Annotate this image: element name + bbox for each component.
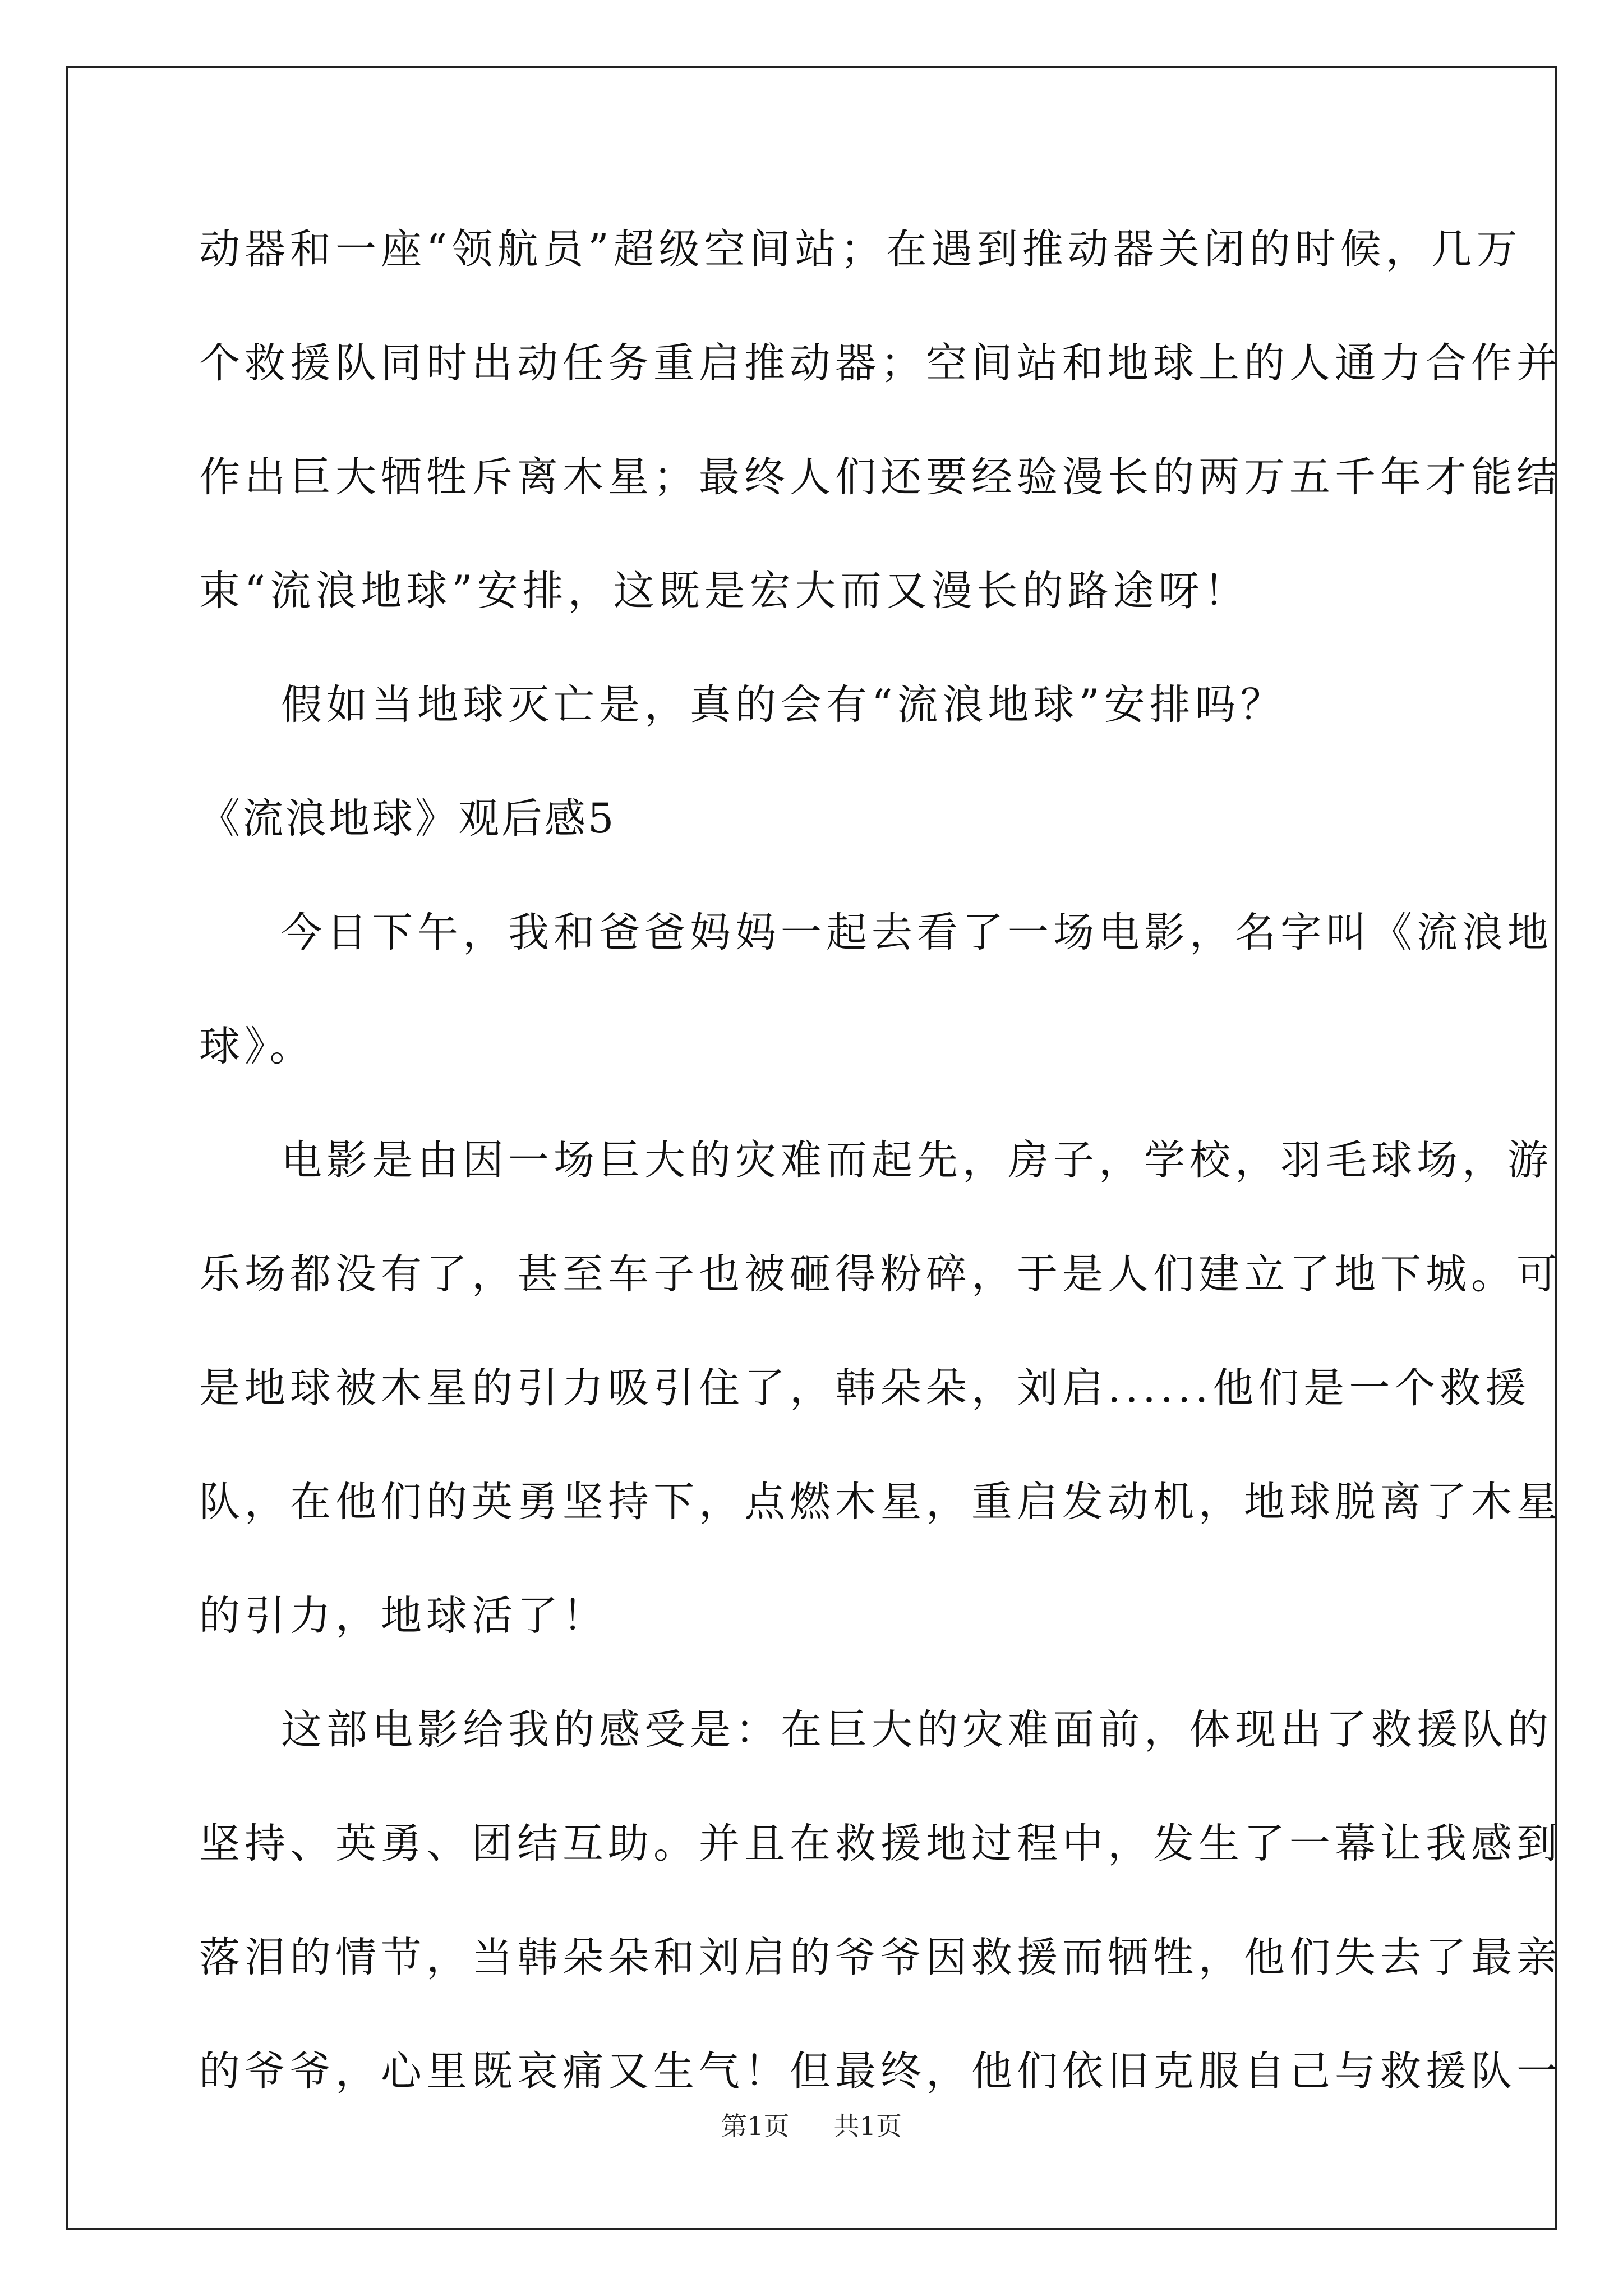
page-footer	[0, 2109, 1623, 2143]
text-line: 的引力，地球活了！	[199, 1592, 608, 1640]
text-line: 的爷爷，心里既哀痛又生气！但最终，他们依旧克服自己与救援队一	[199, 2047, 1562, 2095]
text-line: 队，在他们的英勇坚持下，点燃木星，重启发动机，地球脱离了木星	[199, 1478, 1562, 1526]
page-number: 第1页	[721, 2111, 790, 2141]
text-line: 是地球被木星的引力吸引住了，韩朵朵，刘启......他们是一个救援	[199, 1364, 1531, 1412]
text-line: 坚持、英勇、团结互助。并且在救援地过程中，发生了一幕让我感到	[199, 1820, 1562, 1867]
text-line: 球》。	[199, 1023, 315, 1070]
section-title: 《流浪地球》观后感5	[199, 795, 616, 843]
paragraph-line: 今日下午，我和爸爸妈妈一起去看了一场电影，名字叫《流浪地	[281, 909, 1553, 956]
text-line: 动器和一座“领航员”超级空间站；在遇到推动器关闭的时候，几万	[199, 226, 1522, 273]
text-line: 个救援队同时出动任务重启推动器；空间站和地球上的人通力合作并	[199, 339, 1562, 387]
text-line: 作出巨大牺牲斥离木星；最终人们还要经验漫长的两万五千年才能结	[199, 453, 1562, 501]
paragraph-line: 这部电影给我的感受是：在巨大的灾难面前，体现出了救援队的	[281, 1706, 1553, 1754]
paragraph-line: 假如当地球灭亡是，真的会有“流浪地球”安排吗？	[281, 681, 1286, 729]
text-line: 落泪的情节，当韩朵朵和刘启的爷爷因救援而牺牲，他们失去了最亲	[199, 1934, 1562, 1981]
text-line: 束“流浪地球”安排，这既是宏大而又漫长的路途呀！	[199, 567, 1249, 615]
page-total: 共1页	[833, 2111, 902, 2141]
text-line: 乐场都没有了，甚至车子也被砸得粉碎，于是人们建立了地下城。可	[199, 1250, 1562, 1298]
paragraph-line: 电影是由因一场巨大的灾难而起先，房子，学校，羽毛球场，游	[281, 1137, 1553, 1184]
